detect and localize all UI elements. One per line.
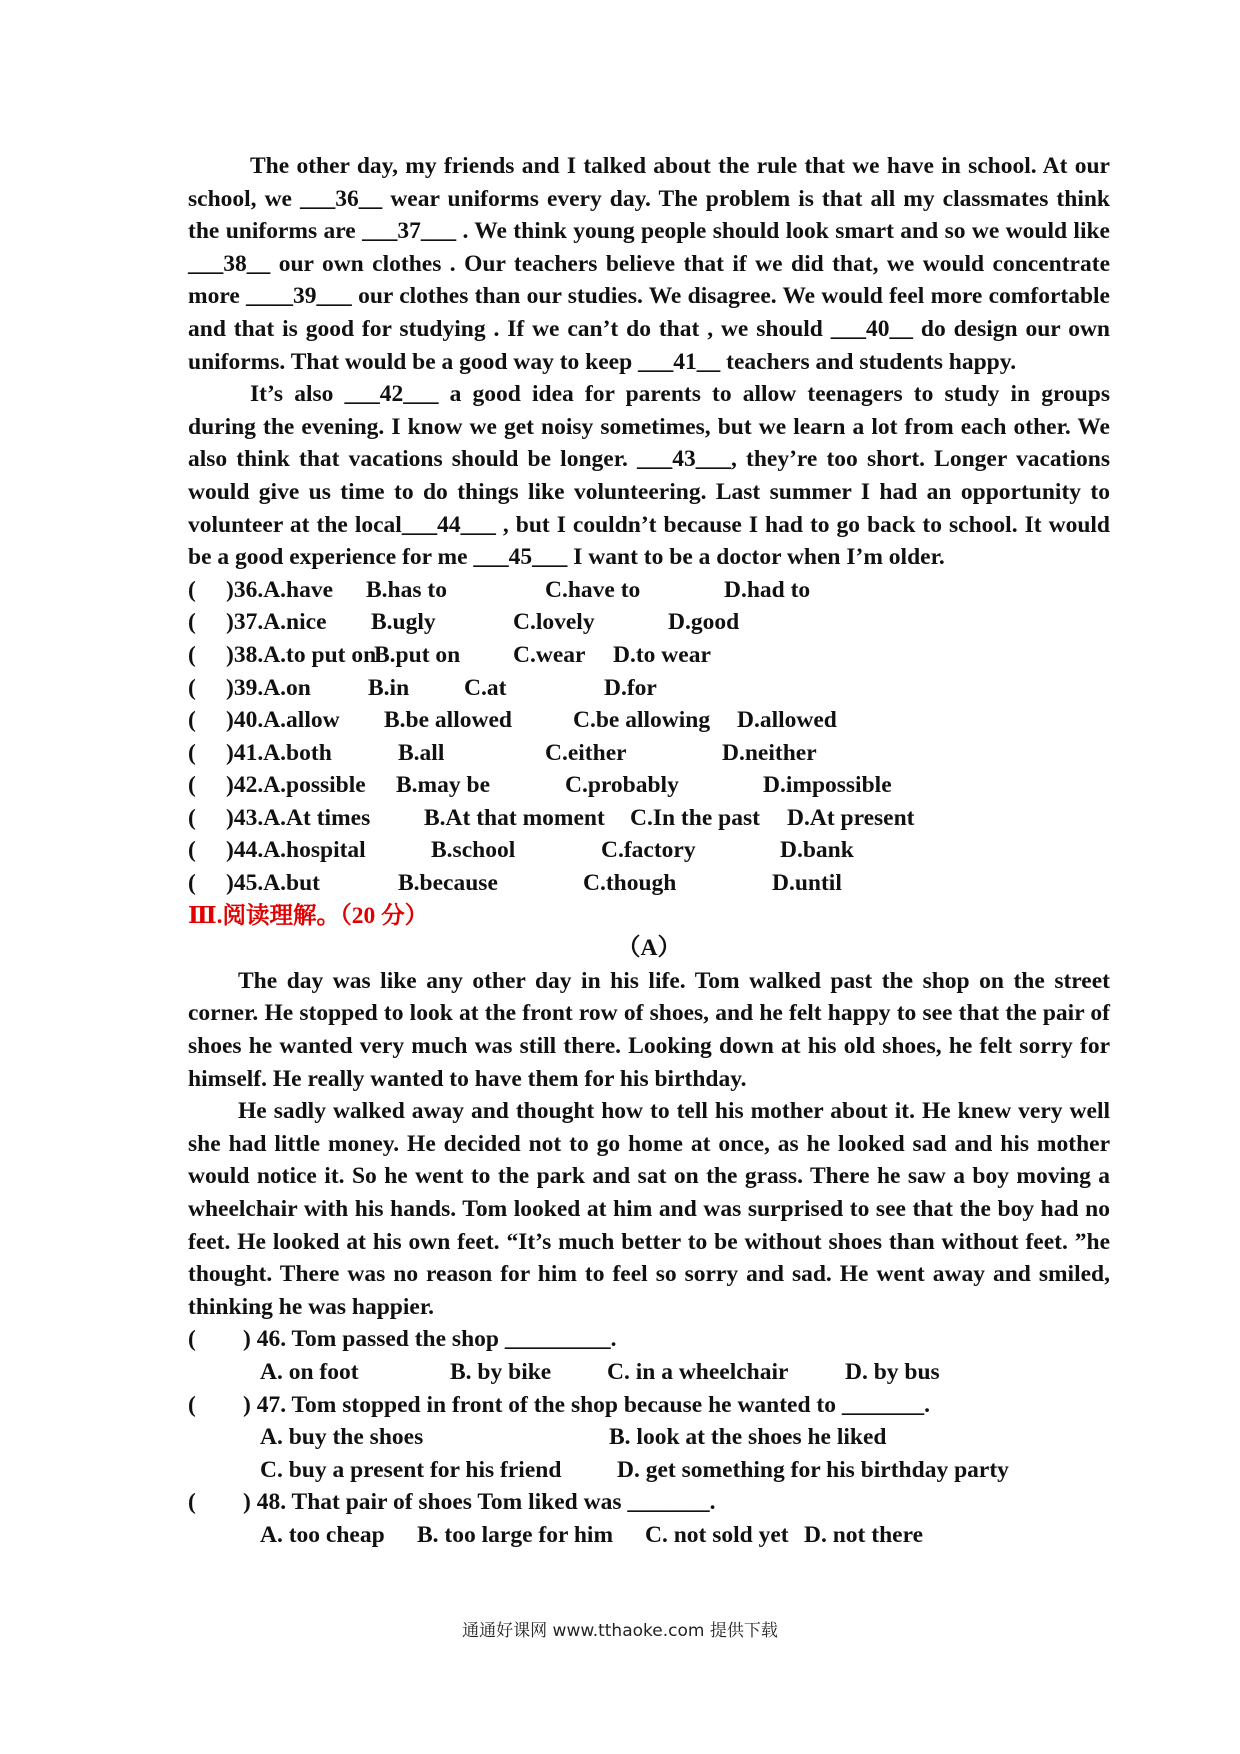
cloze-paragraph-2: It’s also ___42___ a good idea for parents to allow teenagers to study in groups during the evening. I know we get noisy sometimes, but we learn a lot from each other. We also think that vacations should be longer. ___43___, they’re too short. Longer vacations would give us time to do things like volunteering. Last summer I had an opportunity to volunteer at the local___44___ , but I couldn’t because I had to go back to school. It would be a good experience for me ___45___ I want to be a doctor when I’m older. [188, 381, 1110, 571]
reading-question-47 [188, 1389, 1110, 1422]
option-d: D. not there [804, 1521, 924, 1548]
section-title-reading: Ⅲ.阅读理解。（20 分） [188, 902, 429, 929]
question-stem: ) 48. That pair of shoes Tom liked was _______. [243, 1489, 716, 1516]
option-b: B.be allowed [384, 707, 512, 734]
option-a: )45.A.but [226, 870, 321, 897]
option-c: C.lovely [513, 609, 595, 636]
option-a: A. too cheap [260, 1521, 385, 1548]
option-b: B.all [398, 739, 445, 766]
option-c: C.though [583, 870, 677, 897]
option-b: B.may be [396, 772, 490, 799]
answer-paren: ( [188, 1391, 196, 1418]
option-c: C.In the past [630, 804, 760, 831]
option-a: )39.A.on [226, 674, 311, 701]
option-d: D.until [772, 870, 842, 897]
answer-paren: ( [188, 609, 196, 636]
option-a: )44.A.hospital [226, 837, 366, 864]
option-a: )42.A.possible [226, 772, 366, 799]
option-d: D.At present [787, 804, 915, 831]
option-c: C.probably [565, 772, 679, 799]
option-c: C. buy a present for his friend [260, 1456, 562, 1483]
answer-paren: ( [188, 837, 196, 864]
cloze-question-37 [188, 606, 1110, 639]
reading-question-46 [188, 1323, 1110, 1356]
cloze-question-43 [188, 802, 1110, 835]
option-b: B.has to [366, 576, 447, 603]
reading-options-48 [188, 1519, 1110, 1552]
cloze-question-41 [188, 737, 1110, 770]
reading-options-47-cd [188, 1454, 1110, 1487]
option-a: )41.A.both [226, 739, 332, 766]
answer-paren: ( [188, 804, 196, 831]
question-stem: ) 47. Tom stopped in front of the shop because he wanted to _______. [243, 1391, 931, 1418]
option-c: C. in a wheelchair [607, 1358, 789, 1385]
option-d: D.allowed [737, 707, 837, 734]
answer-paren: ( [188, 1489, 196, 1516]
option-b: B.At that moment [424, 804, 605, 831]
option-b: B. too large for him [417, 1521, 614, 1548]
reading-options-47-ab [188, 1421, 1110, 1454]
cloze-question-39 [188, 672, 1110, 705]
option-b: B.ugly [371, 609, 436, 636]
option-c: C. not sold yet [645, 1521, 789, 1548]
cloze-question-list [188, 574, 1110, 900]
option-a: A. on foot [260, 1358, 359, 1385]
option-d: D.for [604, 674, 657, 701]
answer-paren: ( [188, 1326, 196, 1353]
option-b: B.put on [374, 641, 461, 668]
option-b: B. by bike [450, 1358, 552, 1385]
option-c: C.be allowing [573, 707, 711, 734]
option-c: C.factory [601, 837, 696, 864]
page-footer: 通通好课网 www.tthaoke.com 提供下载 [462, 1621, 778, 1641]
option-a: )40.A.allow [226, 707, 340, 734]
option-b: B.because [398, 870, 498, 897]
option-b: B.school [431, 837, 516, 864]
option-a: )37.A.nice [226, 609, 327, 636]
cloze-question-38 [188, 639, 1110, 672]
answer-paren: ( [188, 576, 196, 603]
option-d: D.to wear [613, 641, 711, 668]
option-d: D.had to [724, 576, 811, 603]
option-d: D. by bus [845, 1358, 940, 1385]
answer-paren: ( [188, 772, 196, 799]
option-a: )43.A.At times [226, 804, 371, 831]
option-d: D.bank [780, 837, 854, 864]
option-b: B.in [368, 674, 410, 701]
option-d: D.impossible [763, 772, 892, 799]
option-d: D.neither [722, 739, 817, 766]
option-a: A. buy the shoes [260, 1424, 424, 1451]
reading-paragraph-2: He sadly walked away and thought how to tell his mother about it. He knew very well she had little money. He decided not to go home at once, as he looked sad and his mother would notice it. So he went to the park and sat on the grass. There he saw a boy moving a wheelchair with his hands. Tom looked at him and was surprised to see that the boy had no feet. He looked at his own feet. “It’s much better to be without shoes than without feet. ”he thought. There was no reason for him to feel so sorry and sad. He went away and smiled, thinking he was happier. [188, 1098, 1110, 1320]
cloze-question-44 [188, 834, 1110, 867]
reading-question-48 [188, 1486, 1110, 1519]
reading-paragraph-1: The day was like any other day in his life. Tom walked past the shop on the street corner. He stopped to look at the front row of shoes, and he felt happy to see that the pair of shoes he wanted very much was still there. Looking down at his old shoes, he felt sorry for himself. He really wanted to have them for his birthday. [188, 967, 1110, 1092]
reading-options-46 [188, 1356, 1110, 1389]
cloze-question-40 [188, 704, 1110, 737]
cloze-paragraph-1: The other day, my friends and I talked about the rule that we have in school. At our school, we ___36__ wear uniforms every day. The problem is that all my classmates think the uniforms are ___37___ . We think young people should look smart and so we would like ___38__ our own clothes . Our teachers believe that if we did that, we would concentrate more ____39___ our clothes than our studies. We disagree. We would feel more comfortable and that is good for studying . If we can’t do that , we should ___40__ do design our own uniforms. That would be a good way to keep ___41__ teachers and students happy. [188, 153, 1110, 375]
answer-paren: ( [188, 707, 196, 734]
passage-label-a: （A） [617, 935, 681, 962]
question-stem: ) 46. Tom passed the shop _________. [243, 1326, 617, 1353]
option-b: B. look at the shoes he liked [609, 1424, 887, 1451]
option-a: )38.A.to put on [226, 641, 377, 668]
answer-paren: ( [188, 870, 196, 897]
option-c: C.wear [513, 641, 586, 668]
answer-paren: ( [188, 641, 196, 668]
exam-content [188, 150, 1110, 1552]
answer-paren: ( [188, 739, 196, 766]
option-c: C.either [545, 739, 627, 766]
option-c: C.at [464, 674, 507, 701]
answer-paren: ( [188, 674, 196, 701]
reading-question-list [188, 1323, 1110, 1551]
option-a: )36.A.have [226, 576, 334, 603]
option-d: D.good [668, 609, 740, 636]
cloze-question-36 [188, 574, 1110, 607]
cloze-question-45 [188, 867, 1110, 900]
option-d: D. get something for his birthday party [617, 1456, 1009, 1483]
option-c: C.have to [545, 576, 641, 603]
cloze-question-42 [188, 769, 1110, 802]
